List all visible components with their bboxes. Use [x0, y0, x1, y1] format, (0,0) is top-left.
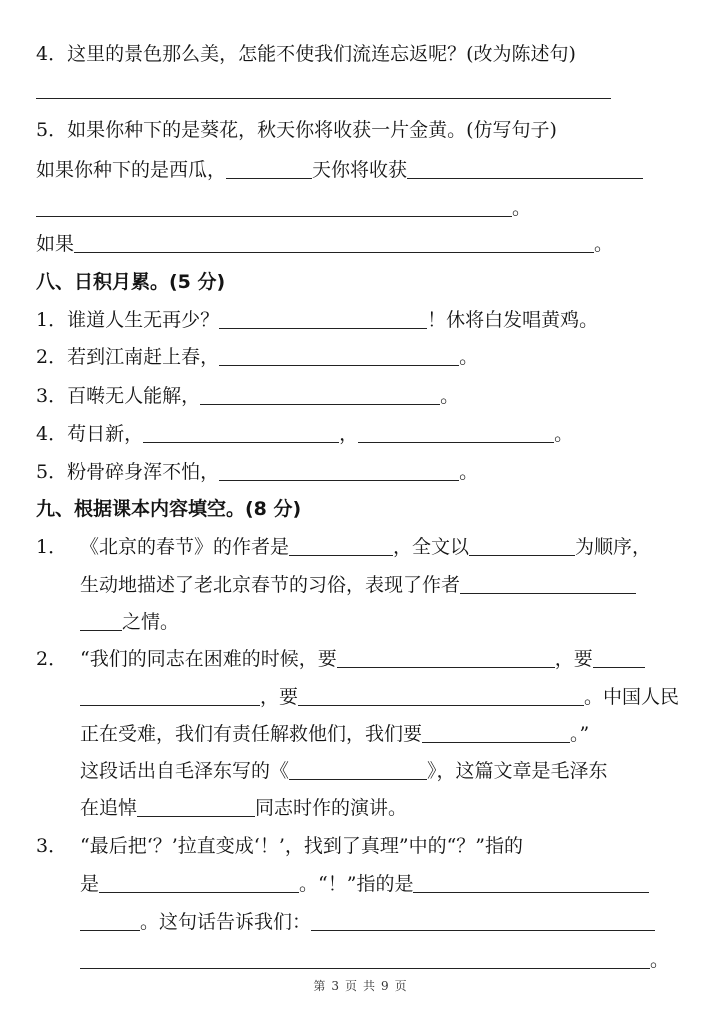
- q8-item2: [36, 345, 478, 369]
- q8-item1-tail: ！休将白发唱黄鸡。: [427, 309, 599, 331]
- q9-item2-text-j: 同志时作的演讲。: [255, 797, 408, 819]
- q9-item2-text-d: 。中国人民: [584, 686, 680, 708]
- q9-item2-number: 2．: [36, 648, 68, 670]
- q9-item2-line2: [80, 685, 679, 709]
- q9-item3-line1: [36, 834, 523, 858]
- q9-item1-blank-author[interactable]: [289, 536, 393, 556]
- q8-item1: [36, 308, 598, 332]
- q9-item2-blank-comrade[interactable]: [137, 797, 255, 817]
- q8-item3-blank[interactable]: [200, 385, 440, 405]
- q9-item3-line4: [80, 948, 669, 972]
- q9-item1-number: 1．: [36, 536, 68, 558]
- q7-item5-line2-period: 。: [512, 197, 532, 219]
- q9-item3-text-a: “最后把‘？’拉直变成‘！’，找到了真理”中的“？”指的: [80, 835, 524, 857]
- q9-item2-blank-4[interactable]: [422, 723, 570, 743]
- q9-item1-text-b: ，全文以: [393, 536, 470, 558]
- footer-page-number: 3: [331, 979, 339, 993]
- q7-item4-prompt: 4．这里的景色那么美，怎能不使我们流连忘返呢？(改为陈述句): [36, 43, 576, 65]
- q7-item4-answer-line[interactable]: [36, 98, 611, 99]
- q9-item1-line2: [80, 573, 636, 597]
- footer-text-c: 共: [363, 979, 376, 993]
- q9-item2-text-c: ，要: [260, 686, 299, 708]
- q8-item4-blank-2[interactable]: [358, 423, 554, 443]
- q8-item4-comma: ，: [339, 423, 359, 445]
- q9-item3-number: 3．: [36, 835, 68, 857]
- q9-item2-text-a: “我们的同志在困难的时候，要: [80, 648, 337, 670]
- q9-item3-period: 。: [650, 949, 670, 971]
- q9-item2-line1: [36, 647, 645, 671]
- footer-total-pages: 9: [381, 979, 389, 993]
- q9-item3-blank-exclaim[interactable]: [413, 873, 649, 893]
- q9-item1-text-c: 为顺序，: [575, 536, 652, 558]
- q9-item2-text-f: 。”: [570, 723, 590, 745]
- page-footer: [0, 978, 720, 994]
- q9-item1-text-e: 之情。: [122, 611, 180, 633]
- q8-item5-text: 5．粉骨碎身浑不怕，: [36, 461, 220, 483]
- q8-item2-text: 2．若到江南赶上春，: [36, 346, 220, 368]
- footer-text-d: 页: [394, 979, 407, 993]
- q9-item1-line3: [80, 610, 179, 634]
- q8-item3-tail: 。: [440, 385, 460, 407]
- q9-item3-text-d: 。这句话告诉我们：: [140, 911, 312, 933]
- q9-item2-text-e: 正在受难，我们有责任解救他们，我们要: [80, 723, 423, 745]
- q9-item1-blank-feeling-cont[interactable]: [80, 611, 122, 631]
- q8-item5-tail: 。: [459, 461, 479, 483]
- q9-item3-line3: [80, 910, 655, 934]
- q8-item5: [36, 460, 478, 484]
- q9-item1-blank-order[interactable]: [469, 536, 575, 556]
- q7-item5-blank-season[interactable]: [226, 159, 312, 179]
- q8-item2-blank[interactable]: [219, 346, 459, 366]
- q9-item3-blank-lesson-cont[interactable]: [80, 949, 650, 969]
- q8-item1-blank[interactable]: [219, 309, 427, 329]
- q9-item3-text-b: 是: [80, 873, 100, 895]
- q9-item2-blank-2[interactable]: [593, 648, 645, 668]
- q9-item1-text-a: 《北京的春节》的作者是: [80, 536, 290, 558]
- q7-item5-blank-own-sentence[interactable]: [74, 233, 594, 253]
- section-9-heading: 九、根据课本内容填空。(8 分): [36, 498, 302, 520]
- q9-item3-blank-lesson[interactable]: [311, 911, 655, 931]
- q9-item2-blank-title[interactable]: [289, 760, 427, 780]
- q7-item5-line3-text: 如果: [36, 233, 75, 255]
- q7-item5-line3: [36, 232, 613, 256]
- q7-item5-line2: [36, 196, 531, 220]
- q9-item2-line4: [80, 759, 608, 783]
- q9-item2-line5: [80, 796, 407, 820]
- q9-item1-text-d: 生动地描述了老北京春节的习俗，表现了作者: [80, 574, 461, 596]
- q8-item4-text: 4．苟日新，: [36, 423, 144, 445]
- q8-item4-blank-1[interactable]: [143, 423, 339, 443]
- q9-item2-text-i: 在追悼: [80, 797, 138, 819]
- q9-item2-blank-3[interactable]: [298, 686, 584, 706]
- q9-item3-text-c: 。“！”指的是: [299, 873, 414, 895]
- q7-item5-line1-text-a: 如果你种下的是西瓜，: [36, 159, 227, 181]
- q8-item5-blank[interactable]: [219, 461, 459, 481]
- q7-item5-blank-harvest[interactable]: [407, 159, 643, 179]
- q8-item2-tail: 。: [459, 346, 479, 368]
- q9-item2-blank-2-cont[interactable]: [80, 686, 260, 706]
- q9-item2-text-h: 》，这篇文章是毛泽东: [427, 760, 608, 782]
- q9-item2-blank-1[interactable]: [337, 648, 555, 668]
- q8-item3: [36, 384, 459, 408]
- q8-item4: [36, 422, 573, 446]
- q7-item5-line1-text-b: 天你将收获: [312, 159, 408, 181]
- q9-item2-line3: [80, 722, 589, 746]
- q7-item5-blank-continue[interactable]: [36, 197, 512, 217]
- q7-item5-prompt: 5．如果你种下的是葵花，秋天你将收获一片金黄。(仿写句子): [36, 119, 557, 141]
- footer-text-b: 页: [344, 979, 357, 993]
- q9-item3-blank-question[interactable]: [99, 873, 299, 893]
- q8-item3-text: 3．百啭无人能解，: [36, 385, 201, 407]
- q9-item3-line2: [80, 872, 649, 896]
- q9-item1-line1: [36, 535, 651, 559]
- q8-item1-text: 1．谁道人生无再少？: [36, 309, 220, 331]
- q9-item2-text-g: 这段话出自毛泽东写的《: [80, 760, 290, 782]
- q7-item5-line1: [36, 158, 643, 182]
- q9-item1-blank-feeling[interactable]: [460, 574, 636, 594]
- q9-item3-blank-exclaim-cont[interactable]: [80, 911, 140, 931]
- section-8-heading: 八、日积月累。(5 分): [36, 271, 226, 293]
- q7-item5-line3-period: 。: [594, 233, 614, 255]
- footer-text-a: 第: [313, 979, 326, 993]
- q8-item4-tail: 。: [554, 423, 574, 445]
- q9-item2-text-b: ，要: [554, 648, 593, 670]
